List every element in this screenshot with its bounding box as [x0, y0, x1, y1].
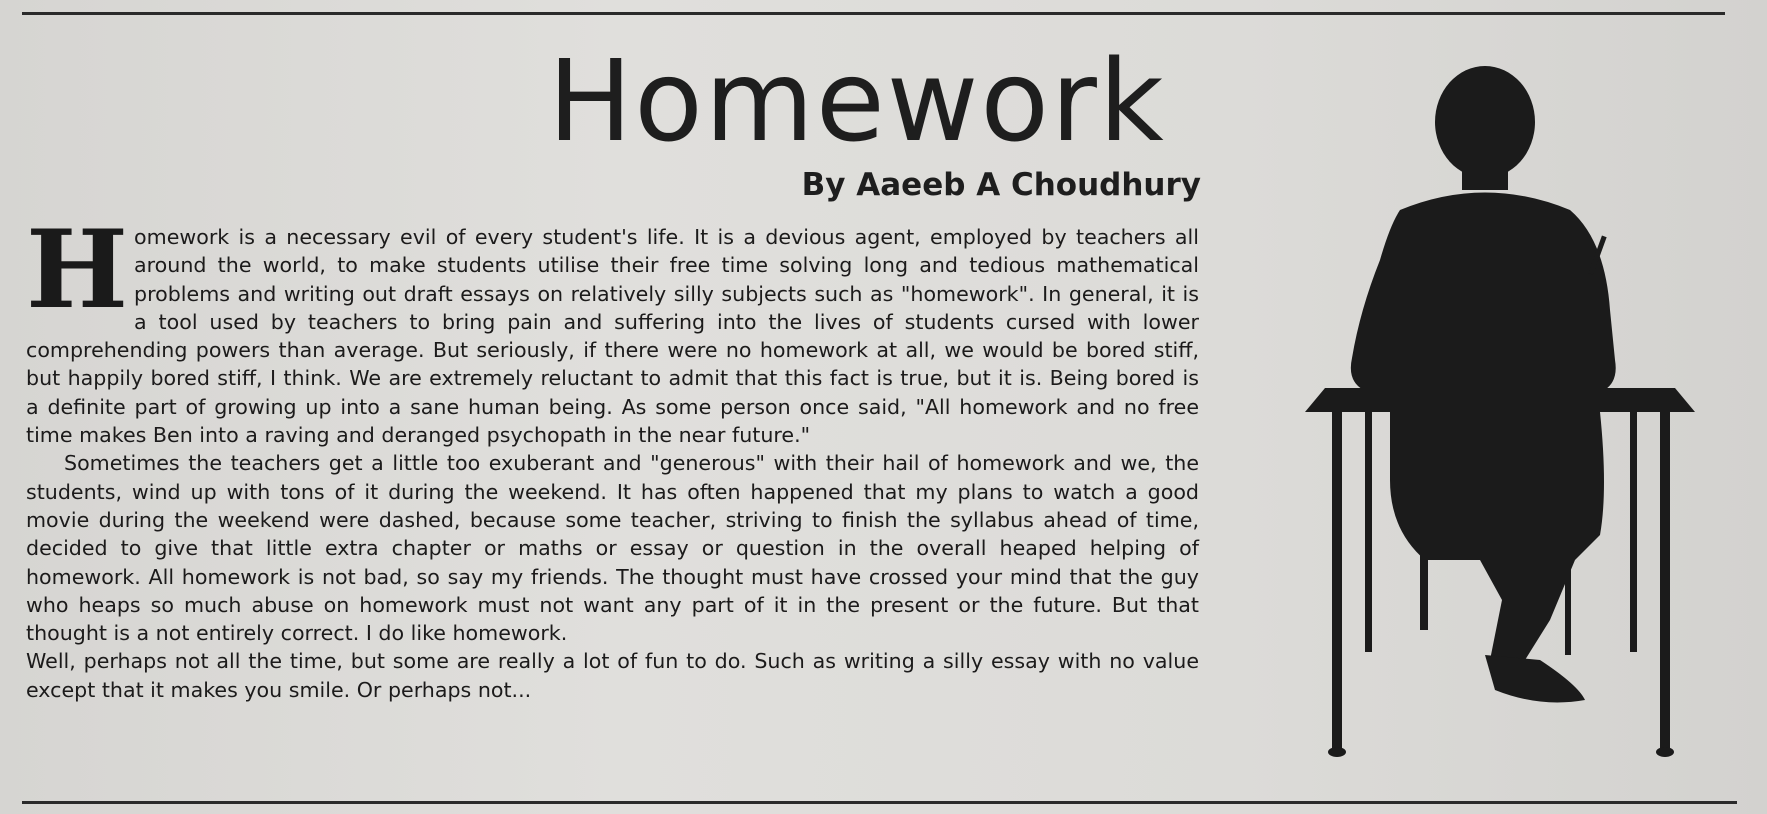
- article-paragraph-2: Sometimes the teachers get a little too exuberant and "generous" with their hail of homework and we, the students, wind up with tons of it during the weekend. It has often happened that my plans to watch a good movie during the weekend were dashed, because some teacher, striving to finish the syllabus ahead of time, decided to give that little extra chapter or maths or essay or question in the overall heaped helping of homework. All homework is not bad, so say my friends. The thought must have crossed your mind that the guy who heaps so much abuse on homework must not want any part of it in the present or the future. But that thought is a not entirely correct. I do like homework.: [26, 451, 1199, 646]
- top-rule: [22, 12, 1725, 15]
- chair-leg-left: [1420, 555, 1428, 630]
- desk-foot-right: [1656, 747, 1674, 757]
- article-paragraph-1: [26, 207, 1199, 449]
- chair-crossbar: [1430, 475, 1580, 483]
- student-at-desk-silhouette-icon: [1240, 60, 1710, 790]
- article-body: [26, 207, 1199, 704]
- drop-cap: H: [26, 207, 129, 333]
- desk-leg-front-right: [1660, 412, 1670, 752]
- silhouette-neck: [1462, 160, 1508, 190]
- paragraph-1-text: omework is a necessary evil of every student's life. It is a devious agent, employed by teachers all around the world, to make students utilise their free time solving long and tedious mathematical problems and writing out draft essays on relatively silly subjects such as "homework". In general, it is a tool used by teachers to bring pain and suffering into the lives of students cursed with lower comprehending powers than average. But seriously, if there were no homework at all, we would be bored stiff, but happily bored stiff, I think. We are extremely reluctant to admit that this fact is true, but it is. Being bored is a definite part of growing up into a sane human being. As some person once said, "All homework and no free time makes Ben into a raving and deranged psychopath in the near future.": [26, 225, 1199, 448]
- desk-foot-left: [1328, 747, 1346, 757]
- desk-leg-front-left: [1332, 412, 1342, 752]
- silhouette-torso: [1351, 193, 1616, 396]
- article-paragraph-3: Well, perhaps not all the time, but some are really a lot of fun to do. Such as writing a silly essay with no value except that it makes you smile. Or perhaps not...: [26, 649, 1199, 702]
- chair-leg-right: [1565, 535, 1571, 655]
- article-byline: By Aaeeb A Choudhury: [801, 167, 1201, 203]
- desk-leg-back-right: [1630, 412, 1637, 652]
- bottom-rule: [22, 801, 1737, 804]
- article-headline: Homework: [548, 37, 1166, 167]
- desk-leg-back-left: [1365, 412, 1372, 652]
- silhouette-shoe: [1485, 655, 1585, 702]
- desk-top: [1305, 388, 1695, 412]
